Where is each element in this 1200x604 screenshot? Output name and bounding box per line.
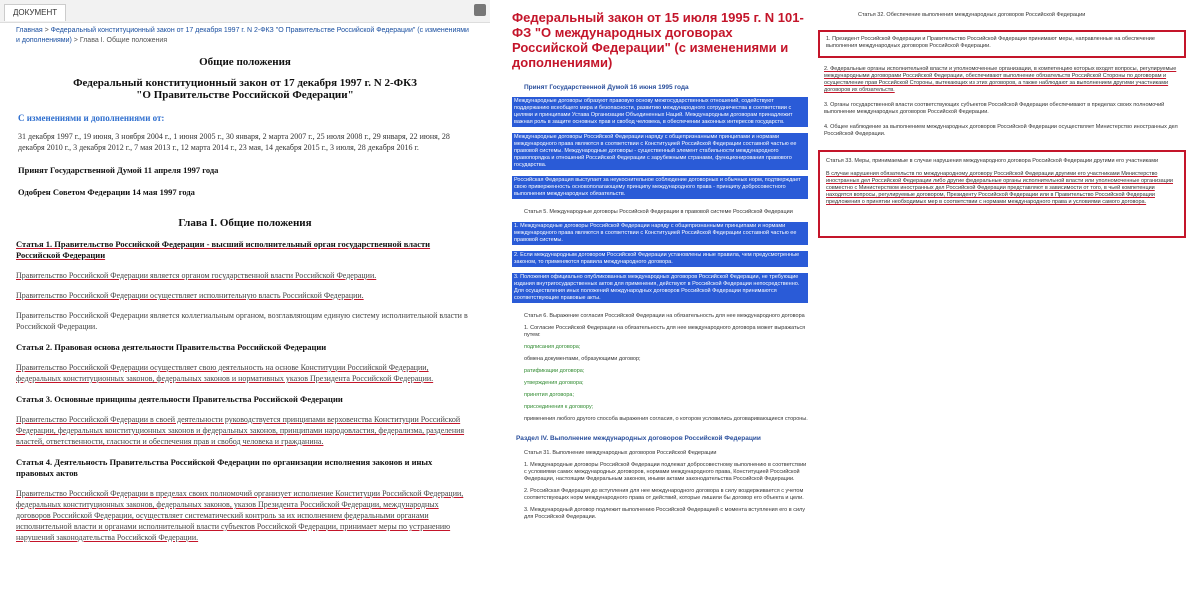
article-2-title: Статья 2. Правовая основа деятельности Правительства Российской Федерации	[16, 342, 327, 352]
article-6-item[interactable]: утверждения договора;	[524, 380, 584, 386]
preamble-p2: Международные договоры Российской Федерации наряду с общепризнанными принципами и нормами международного права являются в соответствии с Конституцией Российской Федерации составной частью ее правовой системы. Международные договоры - существенный элемент стабильности международного правопорядка и отношений Российской Федерации с зарубежными странами, функционирования правового государства.	[512, 133, 808, 170]
amendment-dates: 31 декабря 1997 г., 19 июня, 3 ноября 2004 г., 1 июня 2005 г., 30 января, 2 марта 2007 г., 25 июля 2008 г., 29 января, 22 июня, 28 декабря 2010 г., 3 декабря 2012 г., 7 мая 2013 г., 12 марта 2014 г., 23 мая, 14 декабря 2015 г., 3 июля, 28 декабря 2016 г.	[18, 132, 450, 152]
article-5-p1: 1. Международные договоры Российской Федерации наряду с общепризнанными принципами и нормами международного права являются в соответствии с Конституцией Российской Федерации составной частью ее правовой системы.	[512, 222, 808, 245]
article-6-title: Статья 6. Выражение согласия Российской Федерации на обязательность для нее международного договора	[524, 313, 805, 319]
left-document-panel	[0, 0, 490, 604]
adopted-text: Принят Государственной Думой 11 апреля 1997 года	[18, 165, 219, 175]
article-5-p2: 2. Если международным договором Российской Федерации установлены иные правила, чем предусмотренные законом, то применяются правила международного договора.	[512, 251, 808, 267]
right-document-panel	[814, 0, 1200, 604]
document-toolbar	[0, 0, 490, 23]
article-5-title: Статья 5. Международные договоры Российской Федерации в правовой системе Российской Федерации	[524, 209, 793, 215]
article-6-item[interactable]: подписания договора;	[524, 344, 581, 350]
chapter-title: Глава I. Общие положения	[178, 217, 312, 229]
article-2-p1: Правительство Российской Федерации осуществляет свою деятельность на основе Конституции Российской Федерации, федеральных конституционных законов, федеральных законов и нормативных указов Президента Российской Федерации.	[16, 363, 434, 383]
preamble-p1: Международные договоры образуют правовую основу межгосударственных отношений, содействуют поддержанию всеобщего мира и безопасности, развитию международного сотрудничества в соответствии с целями и принципами Устава Организации Объединенных Наций. Международным договорам принадлежит важная роль в защите основных прав и свобод человека, в обеспечении законных интересов государств.	[512, 97, 808, 127]
amendments-label: С изменениями и дополнениями от:	[18, 113, 165, 123]
menu-icon[interactable]	[474, 4, 486, 16]
middle-document-panel	[508, 0, 808, 604]
article-31-p2: 2. Российская Федерация до вступления для нее международного договора в силу воздерживается с учетом соответствующих норм международного права от действий, которые лишили бы договор его объекта и цели.	[524, 488, 804, 501]
article-6-item[interactable]: принятия договора;	[524, 392, 574, 398]
tab-document[interactable]: ДОКУМЕНТ	[4, 4, 66, 21]
middle-adopted: Принят Государственной Думой 16 июня 1995 года	[524, 84, 689, 91]
highlight-box-art33	[818, 150, 1186, 238]
article-4-title: Статья 4. Деятельность Правительства Российской Федерации по организации исполнения законов и иных правовых актов	[16, 457, 433, 478]
article-32-title: Статья 32. Обеспечение выполнения международных договоров Российской Федерации	[858, 12, 1086, 18]
article-33-title: Статья 33. Меры, принимаемые в случае нарушения международного договора Российской Федерации другими его участниками	[826, 158, 1159, 164]
approved-text: Одобрен Советом Федерации 14 мая 1997 года	[18, 187, 195, 197]
article-4-p1: Правительство Российской Федерации в пределах своих полномочий организует исполнение Конституции Российской Федерации, федеральных конституционных законов, федеральных законов, указов Президента Российской Федерации, международных договоров Российской Федерации, осуществляет систематический контроль за их исполнением федеральными органами исполнительной власти и органами исполнительной власти субъектов Российской Федерации, принимает меры по устранению нарушений законодательства Российской Федерации.	[16, 489, 464, 542]
article-32-p3: 3. Органы государственной власти соответствующих субъектов Российской Федерации обеспечивают в пределах своих полномочий выполнение международных договоров Российской Федерации.	[824, 102, 1165, 115]
article-31-p1: 1. Международные договоры Российской Федерации подлежат добросовестному выполнению в соответствии с условиями самих международных договоров, нормами международного права, Конституцией Российской Федерации, настоящим Федеральным законом, иными актами законодательства Российской Федерации.	[524, 462, 807, 482]
article-3-title: Статья 3. Основные принципы деятельности Правительства Российской Федерации	[16, 394, 343, 404]
article-5-p3: 3. Положения официально опубликованных международных договоров Российской Федерации, не требующие издания внутригосударственных актов для применения, действуют в Российской Федерации непосредственно. Для осуществления иных положений международных договоров Российской Федерации принимаются соответствующие правовые акты.	[512, 273, 808, 303]
highlight-box-art32-p1	[818, 30, 1186, 58]
middle-law-title: Федеральный закон от 15 июля 1995 г. N 101-ФЗ "О международных договорах Российской Федерации" (с изменениями и дополнениями)	[512, 10, 804, 70]
article-31-title: Статья 31. Выполнение международных договоров Российской Федерации	[524, 450, 717, 456]
section-4-title: Раздел IV. Выполнение международных договоров Российской Федерации	[516, 435, 761, 442]
article-1-p3: Правительство Российской Федерации является коллегиальным органом, возглавляющим единую систему исполнительной власти в Российской Федерации.	[16, 311, 468, 331]
article-1-p1: Правительство Российской Федерации является органом государственной власти Российской Федерации.	[16, 271, 377, 280]
article-6-item[interactable]: ратификации договора;	[524, 368, 585, 374]
breadcrumb-home[interactable]: Главная	[16, 27, 43, 34]
law-title-line2: "О Правительстве Российской Федерации"	[136, 89, 354, 101]
breadcrumb-document[interactable]: Федеральный конституционный закон от 17 декабря 1997 г. N 2-ФКЗ "О Правительстве Российской Федерации" (с изменениями и дополнениями)	[16, 27, 469, 44]
article-1-title: Статья 1. Правительство Российской Федерации - высший исполнительный орган государственной власти Российской Федерации	[16, 239, 431, 260]
law-title-line1: Федеральный конституционный закон от 17 декабря 1997 г. N 2-ФКЗ	[73, 77, 417, 89]
article-1-p2: Правительство Российской Федерации осуществляет исполнительную власть Российской Федерации.	[16, 291, 364, 300]
article-6-p1: 1. Согласие Российской Федерации на обязательность для нее международного договора может выражаться путем:	[524, 325, 806, 338]
article-32-p2: 2. Федеральные органы исполнительной власти и уполномоченные организации, в компетенцию которых входят вопросы, регулируемые международными договорами Российской Федерации, обеспечивают выполнение обязательств Российской Стороны по договорам и осуществление прав Российской Стороны, вытекающих из этих договоров, а также наблюдают за выполнением другими участниками договоров их обязательств.	[824, 66, 1177, 93]
article-33-p1: В случае нарушения обязательств по международному договору Российской Федерации другими его участниками Министерство иностранных дел Российской Федерации либо другие федеральные органы исполнительной власти или уполномоченные организации совместно с Министерством иностранных дел Российской Федерации представляют в зависимости от того, в чьей компетенции находятся вопросы, регулируемые договором, Президенту Российской Федерации или в Правительство Российской Федерации предложения о принятии необходимых мер в соответствии с нормами международного права и условиями самого договора.	[826, 171, 1173, 205]
law-title	[0, 77, 490, 101]
breadcrumb: Главная > Федеральный конституционный закон от 17 декабря 1997 г. N 2-ФКЗ "О Правительстве Российской Федерации" (с изменениями и дополнениями) > Глава I. Общие положения	[16, 27, 469, 44]
heading-general: Общие положения	[199, 56, 291, 68]
article-31-p3: 3. Международный договор подлежит выполнению Российской Федерацией с момента вступления его в силу для Российской Федерации.	[524, 507, 805, 520]
breadcrumb-chapter: Глава I. Общие положения	[79, 37, 168, 44]
article-3-p1: Правительство Российской Федерации в своей деятельности руководствуется принципами верховенства Конституции Российской Федерации, федеральных конституционных законов и федеральных законов, принципами народовластия, федерализма, разделения властей, ответственности, гласности и обеспечения прав и свобод человека и гражданина.	[16, 415, 465, 446]
article-32-p1: 1. Президент Российской Федерации и Правительство Российской Федерации принимают меры, направленные на обеспечение выполнения международных договоров Российской Федерации.	[826, 36, 1155, 49]
preamble-p3: Российская Федерация выступает за неукоснительное соблюдение договорных и обычных норм, подтверждает свою приверженность основополагающему принципу международного права - принципу добросовестного выполнения международных обязательств.	[512, 176, 808, 199]
article-6-item: обмена документами, образующими договор;	[524, 356, 641, 362]
article-6-last: применения любого другого способа выражения согласия, о котором условились договаривающиеся стороны.	[524, 416, 808, 422]
article-6-item[interactable]: присоединения к договору;	[524, 404, 594, 410]
article-32-p4: 4. Общее наблюдение за выполнением международных договоров Российской Федерации осуществляет Министерство иностранных дел Российской Федерации.	[824, 124, 1178, 137]
